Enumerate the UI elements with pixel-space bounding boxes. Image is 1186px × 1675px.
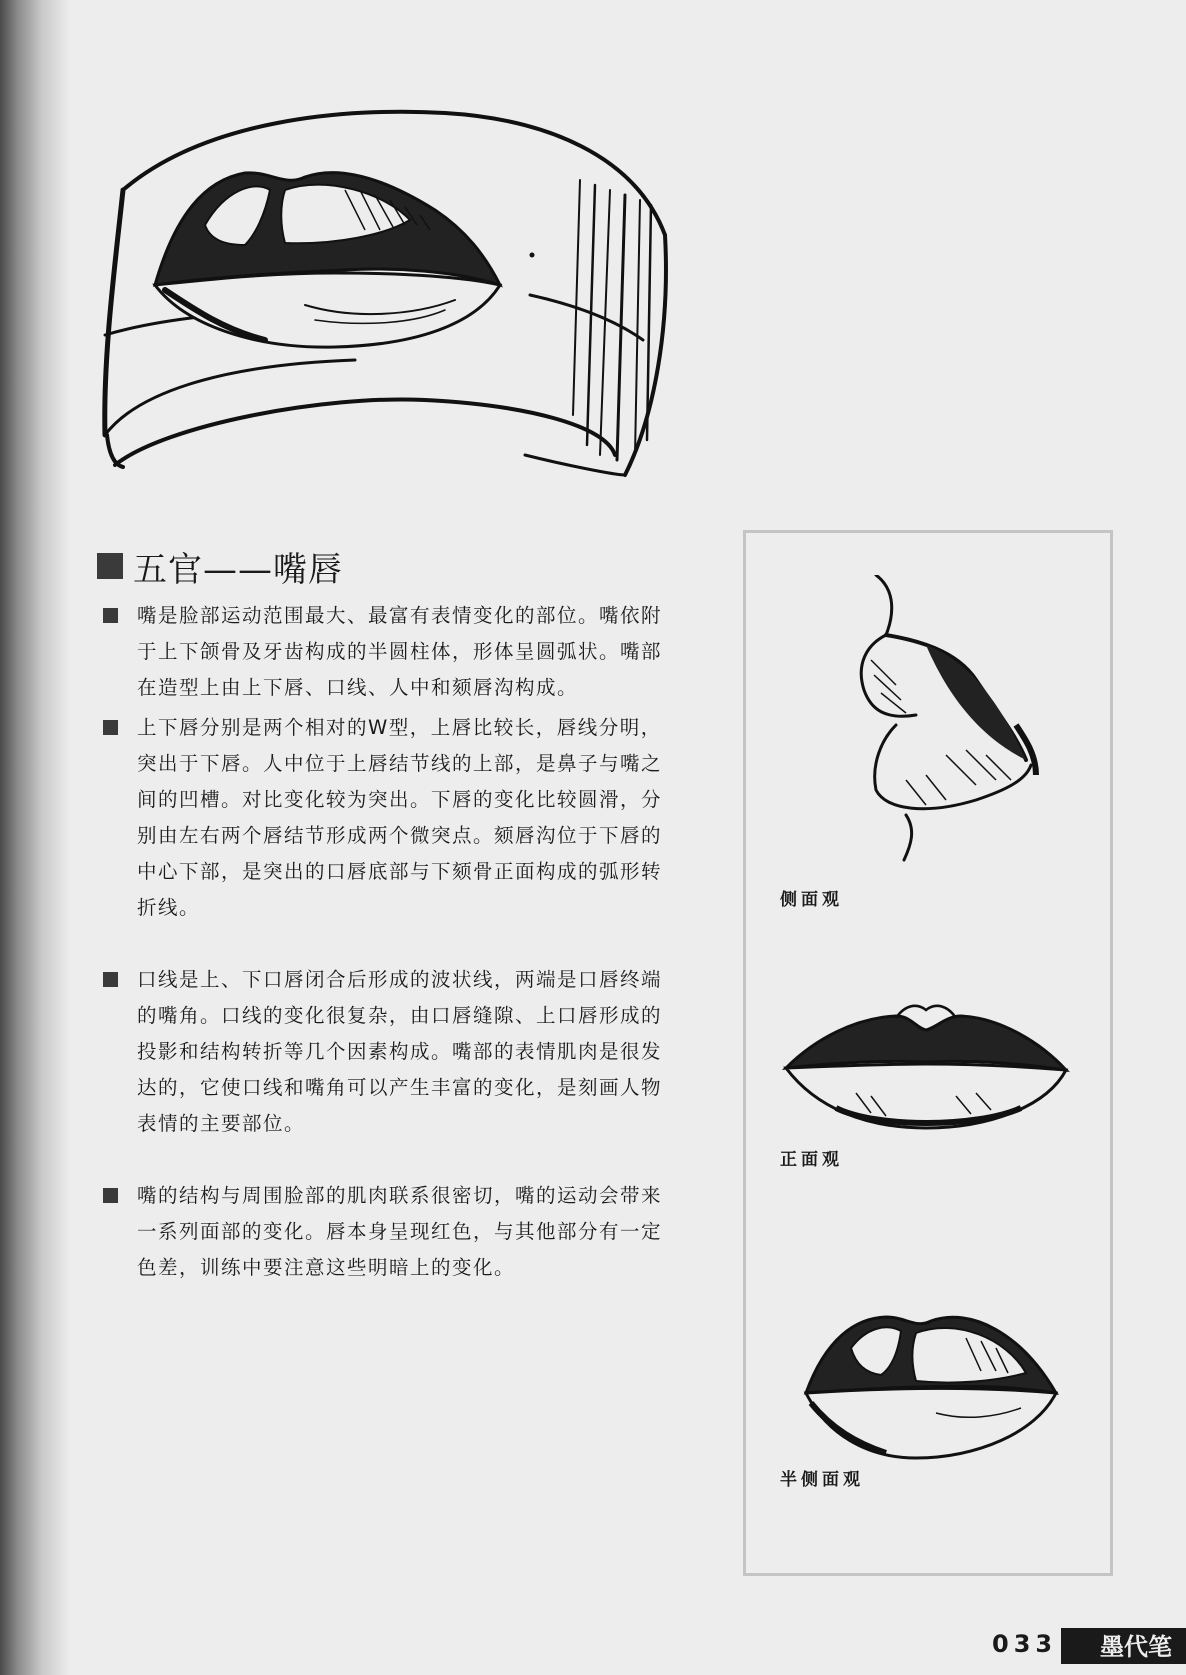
bullet-square bbox=[103, 608, 118, 623]
page-folio bbox=[992, 1624, 1186, 1664]
publisher-logo bbox=[1061, 1624, 1186, 1664]
paragraph bbox=[103, 598, 663, 706]
paragraph-text: 嘴是脸部运动范围最大、最富有表情变化的部位。嘴依附于上下颌骨及牙齿构成的半圆柱体，形体呈圆弧状。嘴部在造型上由上下唇、口线、人中和颏唇沟构成。 bbox=[137, 604, 663, 699]
body-text bbox=[103, 598, 663, 1286]
lips-cylinder-illustration bbox=[95, 95, 725, 495]
logo-text: 墨代笔 bbox=[1100, 1632, 1173, 1661]
section-heading bbox=[97, 540, 343, 592]
paragraph bbox=[103, 1178, 663, 1286]
lips-front-view-sketch bbox=[776, 988, 1076, 1168]
side-view-caption: 侧面观 bbox=[780, 890, 843, 910]
page-gutter-shadow bbox=[0, 0, 70, 1675]
three-quarter-view-caption: 半侧面观 bbox=[780, 1470, 864, 1490]
paragraph-text: 口线是上、下口唇闭合后形成的波状线，两端是口唇终端的嘴角。口线的变化很复杂，由口唇缝隙、上口唇形成的投影和结构转折等几个因素构成。嘴部的表情肌肉是很发达的，它使口线和嘴角可以产生丰富的变化，是刻画人物表情的主要部位。 bbox=[137, 968, 663, 1135]
bullet-square bbox=[103, 720, 118, 735]
lips-side-view-sketch bbox=[826, 575, 1056, 865]
lips-three-quarter-view-sketch bbox=[786, 1293, 1076, 1483]
lip-views-panel bbox=[743, 530, 1113, 1576]
paragraph bbox=[103, 710, 663, 926]
section-title: 五官——嘴唇 bbox=[133, 549, 343, 590]
paragraph-text: 嘴的结构与周围脸部的肌肉联系很密切，嘴的运动会带来一系列面部的变化。唇本身呈现红色，与其他部分有一定色差，训练中要注意这些明暗上的变化。 bbox=[137, 1184, 663, 1279]
paragraph bbox=[103, 962, 663, 1142]
paragraph-text: 上下唇分别是两个相对的W型，上唇比较长，唇线分明，突出于下唇。人中位于上唇结节线的上部，是鼻子与嘴之间的凹槽。对比变化较为突出。下唇的变化比较圆滑，分别由左右两个唇结节形成两个微突点。颏唇沟位于下唇的中心下部，是突出的口唇底部与下颏骨正面构成的弧形转折线。 bbox=[137, 716, 663, 919]
bullet-square bbox=[103, 972, 118, 987]
front-view-caption: 正面观 bbox=[780, 1150, 843, 1170]
heading-square-marker bbox=[97, 553, 123, 579]
bullet-square bbox=[103, 1188, 118, 1203]
page-number: 033 bbox=[992, 1630, 1058, 1658]
